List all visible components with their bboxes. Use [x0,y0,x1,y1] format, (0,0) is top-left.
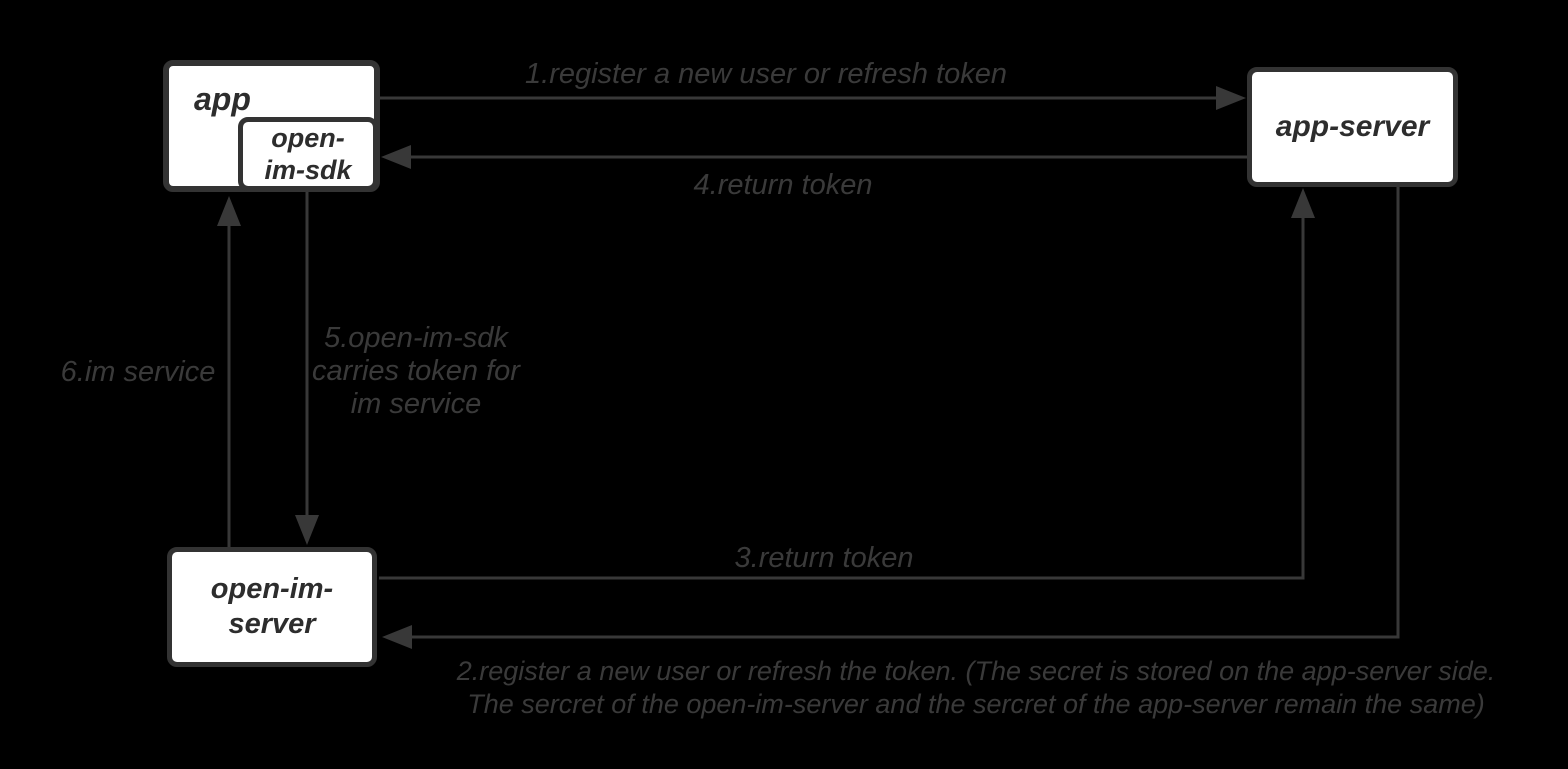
edge-4-arrowhead-left [381,145,411,169]
edge-2-label-line2: The sercret of the open-im-server and the sercret of the app-server remain the same) [467,689,1485,719]
node-open-im-sdk-label-line2: im-sdk [264,155,352,185]
edge-3-arrowhead-up [1291,188,1315,218]
edge-6-label: 6.im service [60,356,216,388]
node-open-im-server-label [211,572,333,642]
edge-5-label-line3: im service [350,388,482,420]
edge-4-label: 4.return token [693,169,873,201]
node-open-im-server [167,547,377,667]
edge-5-label-line2: carries token for [312,355,520,387]
edge-1-label: 1.register a new user or refresh token [525,58,1007,90]
edge-1-arrowhead-right [1216,86,1246,110]
node-open-im-server-label-line2: server [228,608,316,640]
edge-6-arrowhead-up [217,196,241,226]
node-open-im-server-label-line1: open-im- [210,573,334,606]
node-open-im-sdk-label [264,122,351,187]
edge-5-arrowhead-down [295,515,319,545]
edge-5-label [312,322,520,421]
edge-5-label-line1: 5.open-im-sdk [324,322,508,354]
node-app-server-label: app-server [1275,110,1430,143]
edge-2-label-line1: 2.register a new user or refresh the token. (The secret is stored on the app-server side. [456,656,1496,686]
edge-2-label [457,655,1496,721]
node-app-server [1247,67,1458,187]
edge-3-label: 3.return token [734,542,914,574]
edge-2-arrowhead-left [382,625,412,649]
node-open-im-sdk [238,117,378,191]
node-open-im-sdk-label-line1: open- [271,122,345,153]
node-app-label: app [194,81,251,117]
